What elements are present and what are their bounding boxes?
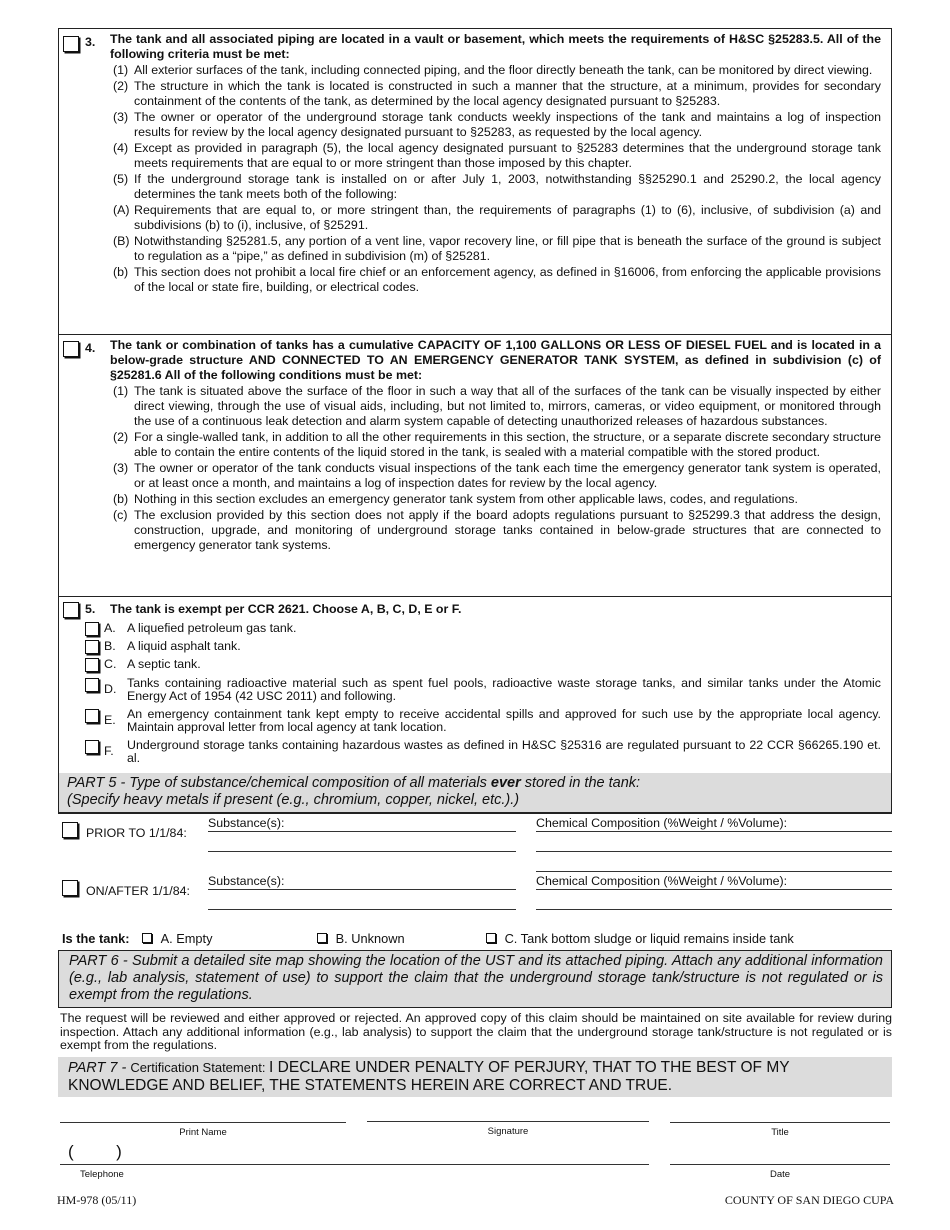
section-4-item-text: The owner or operator of the tank conducts visual inspections of the tank each time the emergency generator tank system is operated, or at least once a month, and maintains a log of inspection dates for review by the local agency. [134,461,881,490]
is-the-tank-label: Is the tank: [62,930,130,946]
exemption-option-text: An emergency containment tank kept empty to receive accidental spills and approved for such use by the appropriate local agency. Maintain approval letter from local agency at tank location. [127,707,881,734]
exemption-option-c[interactable] [85,657,881,672]
exemption-option-checkbox[interactable] [85,678,99,692]
after-row [58,874,892,926]
agency-name: COUNTY OF SAN DIEGO CUPA [724,1193,894,1207]
after-substances [208,874,516,910]
prior-composition-field-3[interactable] [536,852,892,872]
section-3-item-text: The owner or operator of the underground storage tank conducts weekly inspections of the tank and maintains a log of inspection results for review by the local agency designated pursuant to §25283, as requested by the local agency. [134,110,881,139]
section-4-item-text: The exclusion provided by this section does not apply if the board adopts regulations pursuant to §25299.3 that address the design, construction, upgrade, and monitoring of underground storage tanks contained in below-grade structures that are connected to emergency generator tank systems. [134,508,881,552]
section-4-checkbox[interactable] [63,341,79,357]
prior-substances-field-2[interactable] [208,832,516,852]
section-3-checkbox[interactable] [63,36,79,52]
exemption-option-label: F. [104,744,114,758]
section-5-number: 5. [85,602,96,616]
section-3-item-text: Except as provided in paragraph (5), the local agency designated pursuant to §25283 determines that the underground storage tank meets requirements that are equal to or more stringent than those imposed by this chapter. [134,141,881,170]
section-3-item [113,234,881,264]
section-4-item-label: (c) [113,508,128,522]
prior-composition [536,816,892,872]
section-3-item-label: (4) [113,141,129,155]
part-6-box: PART 6 - Submit a detailed site map showing the location of the UST and its attached piping. Attach any additional information (e.g., lab analysis, statement of use) to support the claim that the underground storage tank/structure is not regulated or is exempt from the regulations. [58,950,892,1008]
section-4-item [113,461,881,491]
exemption-option-text: Tanks containing radioactive material such as spent fuel pools, radioactive waste storage tanks, and similar tanks under the Atomic Energy Act of 1954 (42 USC 2011) and following. [127,676,881,703]
section-3-item-label: (b) [113,265,129,279]
section-3-item [113,79,881,109]
section-4-item-label: (2) [113,430,129,444]
section-3-item-label: (5) [113,172,129,186]
exemption-option-f[interactable] [85,739,881,765]
prior-composition-field-2[interactable] [536,832,892,852]
section-4-number: 4. [85,341,96,355]
section-3-item-text: If the underground storage tank is installed on or after July 1, 2003, notwithstanding §§25290.1 and 25290.2, the local agency determines the tank meets both of the following: [134,172,881,201]
section-4-item [113,508,881,553]
part-5-subtitle: (Specify heavy metals if present (e.g., chromium, copper, nickel, etc.).) [67,792,520,808]
section-3-item [113,110,881,140]
section-3-heading: The tank and all associated piping are located in a vault or basement, which meets the requirements of H&SC §25283.5. All of the following criteria must be met: [110,32,881,61]
empty-checkbox[interactable] [142,933,152,943]
after-substances-field[interactable]: Substance(s): [208,874,516,890]
section-5-checkbox[interactable] [63,602,79,618]
tank-option-sludge[interactable] [486,931,794,946]
section-3-item-label: (B) [113,234,130,248]
section-3-item-label: (A) [113,203,130,217]
section-3-item [113,63,881,78]
part-5-emphasis: ever [490,775,521,791]
form-page [58,28,892,1097]
section-5 [59,597,891,773]
section-4-item-label: (1) [113,384,129,398]
section-3 [59,29,891,335]
prior-label: PRIOR TO 1/1/84: [86,826,187,840]
section-4-heading: The tank or combination of tanks has a cumulative CAPACITY OF 1,100 GALLONS OR LESS OF DIESEL FUEL and is located in a below-grade structure AND CONNECTED TO AN EMERGENCY GENERATOR TANK SYSTEM, as defined in subdivision (c) of §25281.6 All of the following conditions must be met: [110,338,881,382]
section-3-item-label: (1) [113,63,129,77]
prior-composition-field[interactable]: Chemical Composition (%Weight / %Volume): [536,816,892,832]
section-3-item [113,172,881,202]
exemption-option-a[interactable] [85,621,881,636]
section-3-item-label: (2) [113,79,129,93]
exemption-option-e[interactable] [85,708,881,734]
section-3-items [113,63,881,295]
telephone-label: Telephone [80,1169,124,1180]
part-5-header [59,773,891,813]
tank-option-unknown[interactable] [317,931,486,946]
section-4-item-text: The tank is situated above the surface of the floor in such a way that all of the surfaces of the tank can be visually inspected by either direct viewing, through the use of visual aids, including, but not limited to, mirrors, cameras, or video equipment, or monitored through the use of a continuous leak detection and alarm system capable of detecting unauthorized releases of hazardous substances. [134,384,881,428]
part-7-prefix: PART 7 - [68,1059,131,1076]
exemption-option-label: D. [104,682,117,696]
criteria-frame [58,28,892,814]
sludge-label: C. Tank bottom sludge or liquid remains inside tank [504,930,794,946]
section-3-item-text: All exterior surfaces of the tank, including connected piping, and the floor directly beneath the tank, can be monitored by direct viewing. [134,63,873,77]
exemption-option-label: C. [104,657,117,671]
section-3-item-text: Notwithstanding §25281.5, any portion of a vent line, vapor recovery line, or fill pipe that is beneath the surface of the ground is subject to regulation as a “pipe,” as defined in subdivision (m) of §25281. [134,234,881,263]
after-composition [536,874,892,910]
date-line[interactable]: Date [670,1164,890,1182]
exemption-option-checkbox[interactable] [85,622,99,636]
section-3-item [113,141,881,171]
section-3-item-text: This section does not prohibit a local fire chief or an enforcement agency, as defined in §16006, from enforcing the applicable provisions of the local or state fire, building, or electrical codes. [134,265,881,294]
section-3-item-text: Requirements that are equal to, or more stringent than, the requirements of paragraphs (1) to (6), inclusive, of subdivision (a) and subdivisions (b) to (i), inclusive, of §25291. [134,203,881,232]
part-5-title: PART 5 - Type of substance/chemical composition of all materials [67,775,491,791]
section-3-item [113,203,881,233]
section-5-options [63,621,881,765]
exemption-option-d[interactable] [85,677,881,703]
title-line[interactable]: Title [670,1122,890,1140]
part-7-statement: I DECLARE UNDER PENALTY OF PERJURY, THAT TO THE BEST OF MY KNOWLEDGE AND BELIEF, THE STATEMENTS HEREIN ARE CORRECT AND TRUE. [68,1058,790,1094]
sludge-checkbox[interactable] [486,933,496,943]
exemption-option-checkbox[interactable] [85,640,99,654]
exemption-option-label: A. [104,621,116,635]
exemption-option-text: A septic tank. [127,657,201,671]
section-4-item [113,384,881,429]
section-4-item [113,430,881,460]
unknown-checkbox[interactable] [317,933,327,943]
section-4 [59,335,891,597]
prior-row [58,816,892,874]
after-composition-field-2[interactable] [536,890,892,910]
section-4-item-text: Nothing in this section excludes an emergency generator tank system from other applicable laws, codes, and regulations. [134,492,798,506]
after-label: ON/AFTER 1/1/84: [86,884,190,898]
empty-label: A. Empty [160,930,213,946]
print-name-line[interactable]: Print Name [60,1122,346,1140]
form-id: HM-978 (05/11) [57,1193,137,1207]
telephone-line[interactable] [60,1164,649,1182]
prior-substances-field[interactable]: Substance(s): [208,816,516,832]
section-3-item-text: The structure in which the tank is located is constructed in such a manner that the structure, at a minimum, provides for secondary containment of the contents of the tank, as determined by the local agency designated pursuant to §25283. [134,79,881,108]
exemption-option-b[interactable] [85,639,881,654]
review-paragraph: The request will be reviewed and either approved or rejected. An approved copy of this claim should be maintained on site available for review during inspection. Attach any additional information (e.g., lab analysis) to support the claim that the underground storage tank/structure is not regulated or is exempt from the regulations. [60,1011,892,1052]
exemption-option-label: B. [104,639,116,653]
unknown-label: B. Unknown [335,930,405,946]
phone-parens: ( ) [68,1142,122,1161]
is-the-tank-row [58,926,892,950]
exemption-option-text: A liquid asphalt tank. [127,639,241,653]
section-3-item-label: (3) [113,110,129,124]
exemption-option-checkbox[interactable] [85,658,99,672]
part-5-title-end: stored in the tank: [520,775,641,791]
prior-substances [208,816,516,852]
section-4-items [113,384,881,553]
exemption-option-text: A liquefied petroleum gas tank. [127,621,297,635]
prior-checkbox[interactable] [62,822,78,838]
section-4-item-text: For a single-walled tank, in addition to all the other requirements in this section, the structure, or a separate discrete secondary structure able to contain the entire contents of the liquid stored in the tank, is sealed with a material compatible with the stored product. [134,430,881,459]
section-4-item-label: (3) [113,461,129,475]
tank-option-empty[interactable] [142,931,317,946]
after-substances-field-2[interactable] [208,890,516,910]
after-composition-field[interactable]: Chemical Composition (%Weight / %Volume): [536,874,892,890]
signature-line[interactable]: Signature [367,1121,649,1139]
section-3-number: 3. [85,35,96,49]
part-7-box [58,1057,892,1097]
after-checkbox[interactable] [62,880,78,896]
section-5-heading: The tank is exempt per CCR 2621. Choose A, B, C, D, E or F. [110,602,462,616]
exemption-option-text: Underground storage tanks containing hazardous wastes as defined in H&SC §25316 are regulated pursuant to 22 CCR §66265.190 et. al. [127,738,881,765]
section-4-item [113,492,881,507]
exemption-option-checkbox[interactable] [85,709,99,723]
exemption-option-checkbox[interactable] [85,740,99,754]
part-7-label: Certification Statement: [130,1059,270,1075]
exemption-option-label: E. [104,713,116,727]
section-4-item-label: (b) [113,492,129,506]
section-3-item [113,265,881,295]
